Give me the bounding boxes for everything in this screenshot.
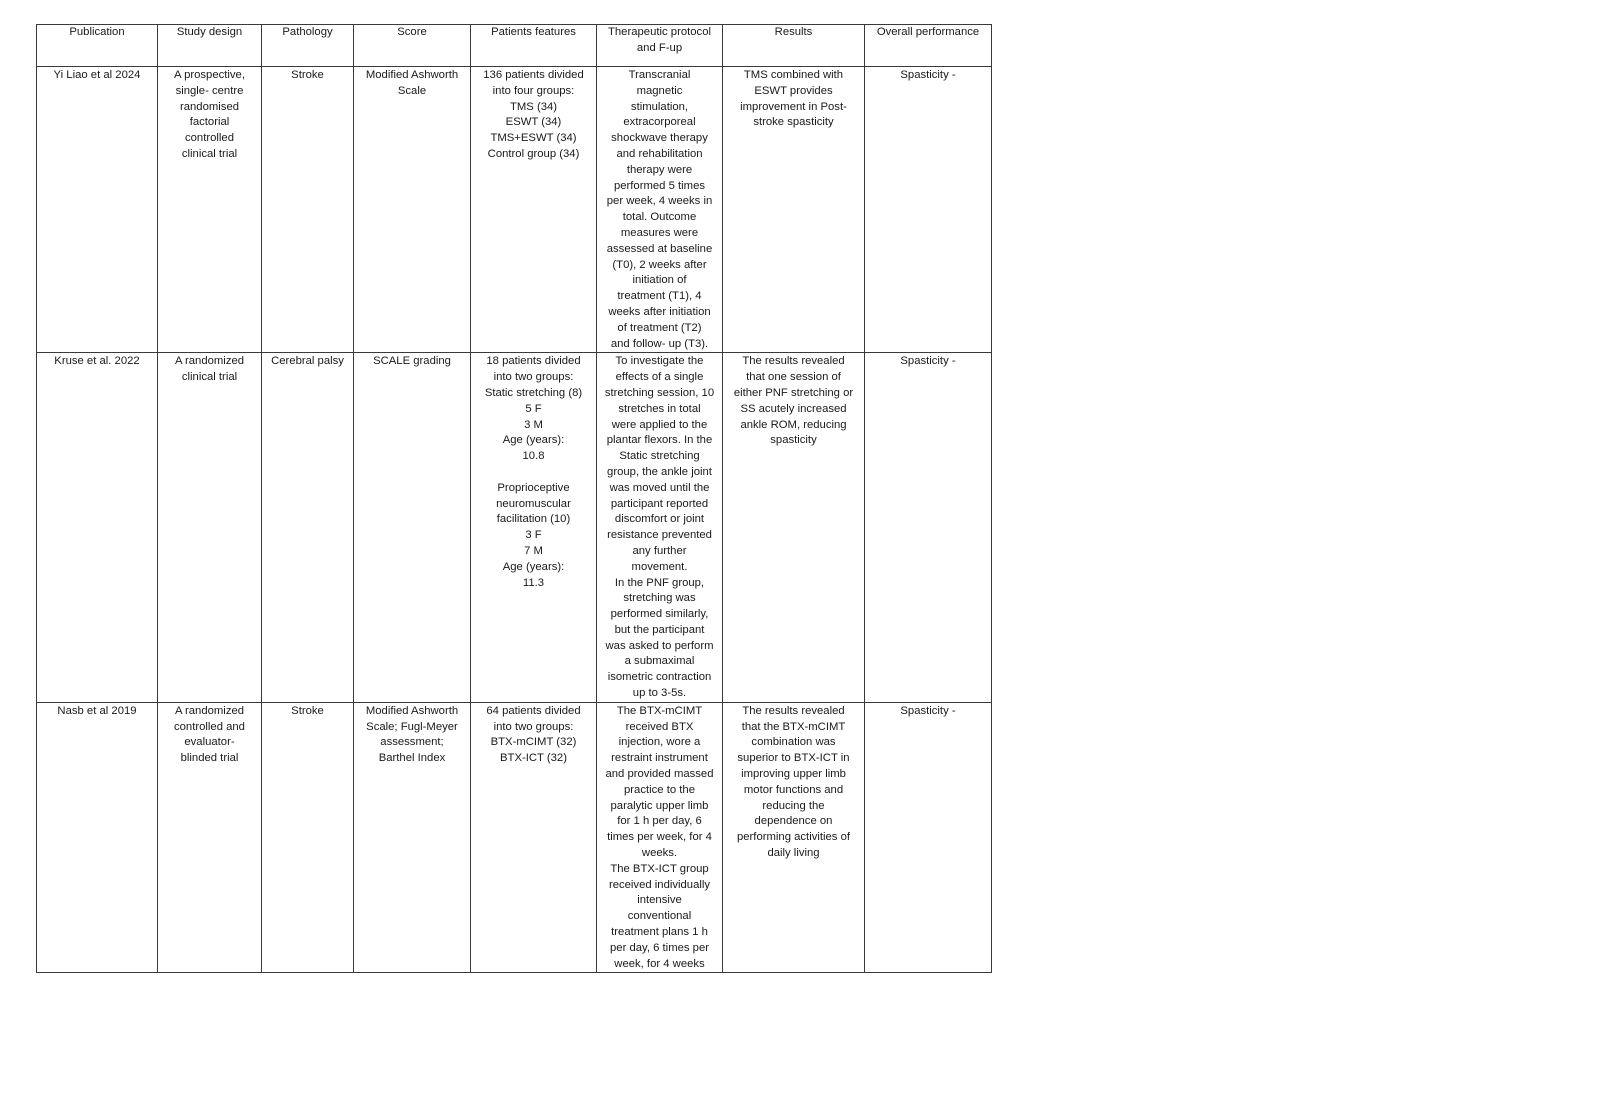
cell-study-design: A prospective, single- centre randomised factorial controlled clinical trial [158, 67, 262, 353]
cell-therapeutic-protocol: The BTX-mCIMT received BTX injection, wore a restraint instrument and provided massed practice to the paralytic upper limb for 1 h per day, 6 times per week, for 4 weeks. The BTX-ICT group received individually intensive conventional treatment plans 1 h per day, 6 times per week, for 4 weeks [597, 702, 723, 973]
cell-score: SCALE grading [354, 353, 471, 703]
header-publication: Publication [37, 25, 158, 67]
header-therapeutic-protocol: Therapeutic protocol and F-up [597, 25, 723, 67]
header-patients-features: Patients features [471, 25, 597, 67]
cell-results: The results revealed that the BTX-mCIMT combination was superior to BTX-ICT in improving upper limb motor functions and reducing the dependence on performing activities of daily living [723, 702, 865, 973]
cell-patients-features: 64 patients divided into two groups: BTX-mCIMT (32) BTX-ICT (32) [471, 702, 597, 973]
cell-publication: Nasb et al 2019 [37, 702, 158, 973]
cell-pathology: Cerebral palsy [262, 353, 354, 703]
cell-study-design: A randomized controlled and evaluator- blinded trial [158, 702, 262, 973]
header-results: Results [723, 25, 865, 67]
header-study-design: Study design [158, 25, 262, 67]
table-row [37, 67, 992, 353]
cell-pathology: Stroke [262, 702, 354, 973]
cell-therapeutic-protocol: Transcranial magnetic stimulation, extracorporeal shockwave therapy and rehabilitation therapy were performed 5 times per week, 4 weeks in total. Outcome measures were assessed at baseline (T0), 2 weeks after initiation of treatment (T1), 4 weeks after initiation of treatment (T2) and follow- up (T3). [597, 67, 723, 353]
header-score: Score [354, 25, 471, 67]
cell-patients-features: 18 patients divided into two groups: Static stretching (8) 5 F 3 M Age (years): 10.8 Proprioceptive neuromuscular facilitation (10) 3 F 7 M Age (years): 11.3 [471, 353, 597, 703]
cell-pathology: Stroke [262, 67, 354, 353]
cell-overall-performance: Spasticity - [865, 702, 992, 973]
cell-results: The results revealed that one session of either PNF stretching or SS acutely increased ankle ROM, reducing spasticity [723, 353, 865, 703]
table-row [37, 353, 992, 703]
cell-study-design: A randomized clinical trial [158, 353, 262, 703]
table-row [37, 702, 992, 973]
header-row [37, 25, 992, 67]
cell-publication: Yi Liao et al 2024 [37, 67, 158, 353]
cell-score: Modified Ashworth Scale; Fugl-Meyer assessment; Barthel Index [354, 702, 471, 973]
header-pathology: Pathology [262, 25, 354, 67]
cell-results: TMS combined with ESWT provides improvement in Post- stroke spasticity [723, 67, 865, 353]
cell-therapeutic-protocol: To investigate the effects of a single stretching session, 10 stretches in total were applied to the plantar flexors. In the Static stretching group, the ankle joint was moved until the participant reported discomfort or joint resistance prevented any further movement. In the PNF group, stretching was performed similarly, but the participant was asked to perform a submaximal isometric contraction up to 3-5s. [597, 353, 723, 703]
header-overall-performance: Overall performance [865, 25, 992, 67]
cell-overall-performance: Spasticity - [865, 353, 992, 703]
studies-table [36, 24, 992, 973]
cell-publication: Kruse et al. 2022 [37, 353, 158, 703]
cell-score: Modified Ashworth Scale [354, 67, 471, 353]
cell-patients-features: 136 patients divided into four groups: TMS (34) ESWT (34) TMS+ESWT (34) Control group (34) [471, 67, 597, 353]
cell-overall-performance: Spasticity - [865, 67, 992, 353]
